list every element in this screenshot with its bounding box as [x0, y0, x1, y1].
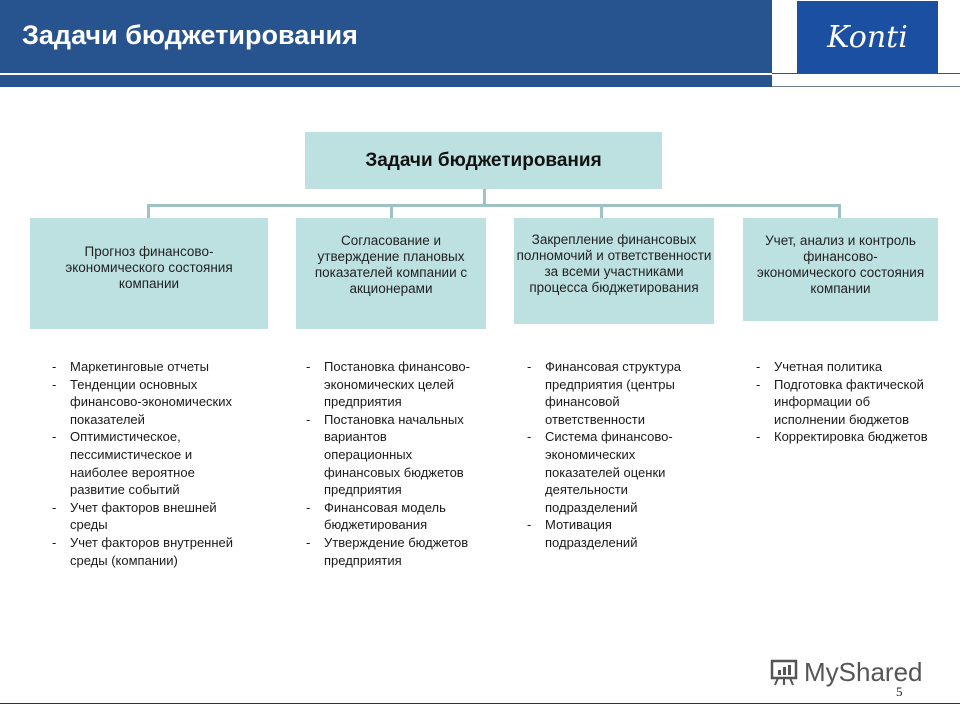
list-item: - Постановка начальных вариантов операционных финансовых бюджетов предприятия: [306, 411, 486, 499]
task-node-forecast: Прогноз финансово-экономического состояния компании: [30, 218, 268, 329]
list-item: - Учетная политика: [756, 358, 936, 376]
root-node: Задачи бюджетирования: [305, 132, 662, 189]
list-item: - Утверждение бюджетов предприятия: [306, 534, 486, 569]
connector: [600, 204, 603, 218]
list-item: - Оптимистическое, пессимистическое и наиболее вероятное развитие событий: [52, 428, 267, 498]
list-item: - Мотивация подразделений: [527, 516, 707, 551]
connector: [390, 204, 393, 218]
watermark-text: MyShared: [804, 656, 923, 687]
list-item: - Финансовая структура предприятия (центры финансовой ответственности: [527, 358, 707, 428]
list-responsibility: [527, 358, 707, 552]
header-divider: [0, 73, 772, 75]
slide-title: Задачи бюджетирования: [22, 20, 358, 50]
list-item: - Постановка финансово-экономических целей предприятия: [306, 358, 486, 411]
list-item: - Корректировка бюджетов: [756, 428, 936, 446]
list-control: [756, 358, 936, 446]
list-item: - Подготовка фактической информации об исполнении бюджетов: [756, 376, 936, 429]
list-approval: [306, 358, 486, 569]
task-node-approval: Согласование и утверждение плановых показателей компании с акционерами: [296, 218, 486, 329]
header-rule-lower: [772, 86, 960, 87]
footer-line: [0, 703, 960, 704]
connector: [838, 204, 841, 218]
connector: [147, 204, 150, 218]
page-number: 5: [896, 684, 903, 699]
connector: [147, 204, 841, 207]
konti-logo: Konti: [797, 1, 938, 73]
task-node-responsibility: Закрепление финансовых полномочий и ответственности за всеми участниками процесса бюджетирования: [514, 218, 714, 324]
list-forecast: [52, 358, 267, 569]
list-item: - Учет факторов внешней среды: [52, 499, 267, 534]
presentation-board-icon: [768, 656, 800, 688]
task-node-control: Учет, анализ и контроль финансово-экономического состояния компании: [743, 218, 938, 321]
list-item: - Финансовая модель бюджетирования: [306, 499, 486, 534]
list-item: - Маркетинговые отчеты: [52, 358, 267, 376]
header-rule: [772, 73, 960, 74]
list-item: - Тенденции основных финансово-экономических показателей: [52, 376, 267, 429]
list-item: - Система финансово-экономических показателей оценки деятельности подразделений: [527, 428, 707, 516]
list-item: - Учет факторов внутренней среды (компании): [52, 534, 267, 569]
